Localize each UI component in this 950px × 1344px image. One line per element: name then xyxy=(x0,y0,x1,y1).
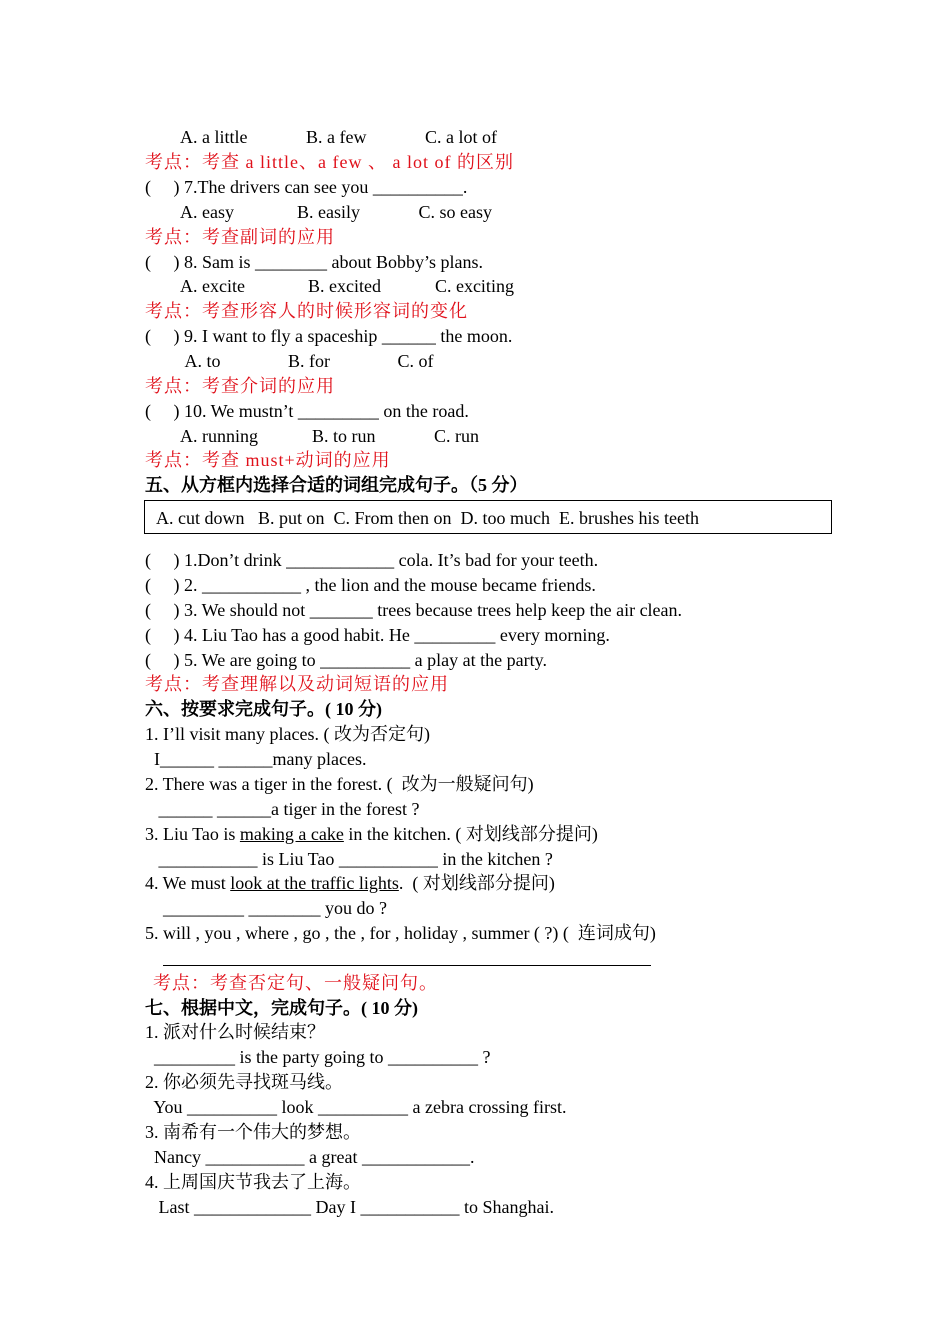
options-q10: A. running B. to run C. run xyxy=(145,426,480,446)
q4-text: 4. We must xyxy=(145,873,231,893)
s7-question-1: 1. 派对什么时候结束？ xyxy=(145,1022,325,1042)
question-9: ( ) 9. I want to fly a spaceship ______ the moon. xyxy=(145,326,513,346)
q3-underlined: making a cake xyxy=(239,824,344,844)
kaodian-note: 考点：考查理解以及动词短语的应用 xyxy=(145,674,449,694)
q4-underlined: look at the traffic lights xyxy=(230,873,399,893)
question-10: ( ) 10. We mustn’t _________ on the road. xyxy=(145,401,469,421)
section-5-heading: 五、从方框内选择合适的词组完成句子。（5 分） xyxy=(145,475,528,495)
s5-question-1: ( ) 1.Don’t drink ____________ cola. It’s bad for your teeth. xyxy=(145,550,599,570)
s6-question-5: 5. will , you , where , go , the , for , holiday , summer ( ?) ( 连词成句) xyxy=(145,923,656,943)
s6-answer-2: ______ ______a tiger in the forest ? xyxy=(145,799,420,819)
s7-question-3: 3. 南希有一个伟大的梦想。 xyxy=(145,1122,361,1142)
s7-answer-4: Last _____________ Day I ___________ to Shanghai. xyxy=(145,1197,554,1217)
s7-question-2: 2. 你必须先寻找斑马线。 xyxy=(145,1072,343,1092)
s6-answer-1: I______ ______many places. xyxy=(145,749,367,769)
s6-answer-3: ___________ is Liu Tao ___________ in the kitchen ? xyxy=(145,849,553,869)
s6-question-3 xyxy=(145,822,598,846)
options-q8: A. excite B. excited C. exciting xyxy=(145,276,514,296)
s7-answer-1: _________ is the party going to __________ ? xyxy=(145,1047,491,1067)
q3-text: 3. Liu Tao is xyxy=(145,824,240,844)
word-bank-box xyxy=(144,500,832,534)
s7-answer-2: You __________ look __________ a zebra crossing first. xyxy=(145,1097,567,1117)
word-bank-text: A. cut down B. put on C. From then on D. too much E. brushes his teeth xyxy=(156,508,699,528)
q4-instruction: . ( 对划线部分提问) xyxy=(398,873,555,893)
s5-question-4: ( ) 4. Liu Tao has a good habit. He _________ every morning. xyxy=(145,625,610,645)
s5-question-5: ( ) 5. We are going to __________ a play at the party. xyxy=(145,650,547,670)
question-8: ( ) 8. Sam is ________ about Bobby’s plans. xyxy=(145,252,483,272)
question-7: ( ) 7.The drivers can see you __________. xyxy=(145,177,468,197)
kaodian-note: 考点：考查 must+动词的应用 xyxy=(145,450,391,470)
kaodian-note: 考点：考查否定句、一般疑问句。 xyxy=(153,973,438,993)
kaodian-note: 考点：考查 a little、a few 、 a lot of 的区别 xyxy=(145,152,514,172)
kaodian-note: 考点：考查副词的应用 xyxy=(145,227,335,247)
s7-answer-3: Nancy ___________ a great ____________. xyxy=(145,1147,475,1167)
options-q7: A. easy B. easily C. so easy xyxy=(145,202,492,222)
s7-question-4: 4. 上周国庆节我去了上海。 xyxy=(145,1172,361,1192)
options-q9: A. to B. for C. of xyxy=(145,351,434,371)
s6-question-1: 1. I’ll visit many places. ( 改为否定句) xyxy=(145,724,430,744)
s5-question-2: ( ) 2. ___________ , the lion and the mouse became friends. xyxy=(145,575,596,595)
kaodian-note: 考点：考查形容人的时候形容词的变化 xyxy=(145,301,468,321)
answer-line xyxy=(163,965,651,966)
section-7-heading: 七、根据中文，完成句子。( 10 分) xyxy=(145,998,418,1018)
s6-answer-4: _________ ________ you do ? xyxy=(145,898,387,918)
options-q6: A. a little B. a few C. a lot of xyxy=(145,127,497,147)
q3-instruction: in the kitchen. ( 对划线部分提问) xyxy=(343,824,598,844)
s5-question-3: ( ) 3. We should not _______ trees because trees help keep the air clean. xyxy=(145,600,683,620)
s6-question-2: 2. There was a tiger in the forest. ( 改为一般疑问句) xyxy=(145,774,534,794)
kaodian-note: 考点：考查介词的应用 xyxy=(145,376,335,396)
s6-question-4 xyxy=(145,871,555,895)
section-6-heading: 六、按要求完成句子。( 10 分) xyxy=(145,699,382,719)
